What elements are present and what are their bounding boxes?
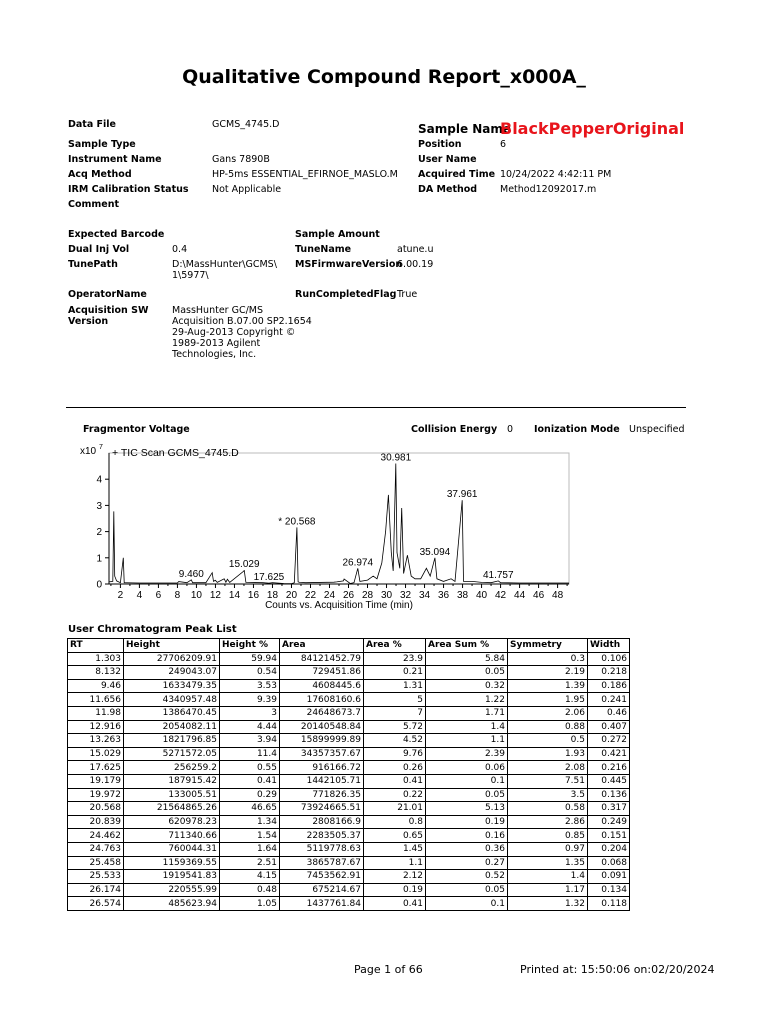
y-tick-label: 0 bbox=[96, 579, 102, 591]
x-tick-label: 20 bbox=[285, 590, 298, 601]
table-row bbox=[68, 788, 630, 802]
table-cell: 3865787.67 bbox=[280, 856, 364, 870]
table-cell: 20.568 bbox=[68, 802, 124, 816]
table-cell: 3.94 bbox=[220, 734, 280, 748]
table-cell: 1386470.45 bbox=[124, 706, 220, 720]
table-cell: 19.179 bbox=[68, 774, 124, 788]
table-cell: 9.46 bbox=[68, 679, 124, 693]
table-cell: 13.263 bbox=[68, 734, 124, 748]
table-cell: 2.39 bbox=[426, 747, 508, 761]
table-cell: 0.27 bbox=[426, 856, 508, 870]
tunename-label: TuneName bbox=[295, 244, 352, 255]
table-row bbox=[68, 693, 630, 707]
table-row bbox=[68, 666, 630, 680]
ionization-mode-label: Ionization Mode bbox=[534, 424, 620, 435]
table-cell: 0.41 bbox=[364, 774, 426, 788]
y-tick-label: 1 bbox=[96, 553, 102, 565]
table-cell: 0.317 bbox=[588, 802, 630, 816]
table-cell: 8.132 bbox=[68, 666, 124, 680]
table-cell: 1.4 bbox=[426, 720, 508, 734]
peak-label: 17.625 bbox=[253, 572, 285, 584]
table-cell: 3.53 bbox=[220, 679, 280, 693]
x-tick-label: 16 bbox=[247, 590, 260, 601]
peak-table-header-row bbox=[68, 639, 630, 653]
table-cell: 1919541.83 bbox=[124, 870, 220, 884]
x-tick-label: 46 bbox=[533, 590, 545, 601]
fragmentor-voltage-label: Fragmentor Voltage bbox=[83, 424, 190, 435]
table-cell: 1.1 bbox=[364, 856, 426, 870]
table-cell: 5271572.05 bbox=[124, 747, 220, 761]
ionization-mode-value: Unspecified bbox=[629, 424, 685, 435]
run-completed-value: True bbox=[397, 289, 418, 300]
table-cell: 2808166.9 bbox=[280, 815, 364, 829]
acquired-time-value: 10/24/2022 4:42:11 PM bbox=[500, 169, 612, 180]
table-cell: 1437761.84 bbox=[280, 897, 364, 911]
peak-label: 26.974 bbox=[342, 557, 374, 569]
expected-barcode-label: Expected Barcode bbox=[68, 229, 165, 240]
chart-title: + TIC Scan GCMS_4745.D bbox=[112, 447, 239, 459]
table-cell: 0.204 bbox=[588, 842, 630, 856]
x-tick-label: 14 bbox=[228, 590, 241, 601]
table-cell: 0.36 bbox=[426, 842, 508, 856]
table-cell: 4340957.48 bbox=[124, 693, 220, 707]
table-row bbox=[68, 679, 630, 693]
x-tick-label: 34 bbox=[418, 590, 431, 601]
table-cell: 11.98 bbox=[68, 706, 124, 720]
position-value: 6 bbox=[500, 139, 507, 150]
acq-method-value: HP-5ms ESSENTIAL_EFIRNOE_MASLO.M bbox=[212, 169, 398, 180]
x-tick-label: 42 bbox=[495, 590, 507, 601]
table-cell: 0.068 bbox=[588, 856, 630, 870]
x-tick-label: 12 bbox=[209, 590, 222, 601]
data-file-label: Data File bbox=[68, 119, 117, 130]
table-cell: 0.1 bbox=[426, 897, 508, 911]
table-cell: 1.1 bbox=[426, 734, 508, 748]
table-cell: 2283505.37 bbox=[280, 829, 364, 843]
table-cell: 0.32 bbox=[426, 679, 508, 693]
table-cell: 7.51 bbox=[508, 774, 588, 788]
acq-sw-version-value: MassHunter GC/MS Acquisition B.07.00 SP2.1654 29-Aug-2013 Copyright © 1989-2013 Agilent Technologies, Inc. bbox=[172, 305, 312, 360]
x-tick-label: 4 bbox=[136, 590, 143, 601]
table-cell: 620978.23 bbox=[124, 815, 220, 829]
x-tick-label: 32 bbox=[399, 590, 412, 601]
table-cell: 0.54 bbox=[220, 666, 280, 680]
table-row bbox=[68, 761, 630, 775]
peak-table-header-area: Area bbox=[280, 639, 364, 653]
table-cell: 0.05 bbox=[426, 788, 508, 802]
table-cell: 17608160.6 bbox=[280, 693, 364, 707]
table-cell: 760044.31 bbox=[124, 842, 220, 856]
table-cell: 916166.72 bbox=[280, 761, 364, 775]
table-cell: 0.46 bbox=[588, 706, 630, 720]
table-cell: 0.136 bbox=[588, 788, 630, 802]
dual-inj-vol-value: 0.4 bbox=[172, 244, 188, 255]
table-cell: 0.85 bbox=[508, 829, 588, 843]
peak-label: 37.961 bbox=[446, 489, 478, 501]
table-cell: 1.35 bbox=[508, 856, 588, 870]
table-cell: 2.06 bbox=[508, 706, 588, 720]
table-cell: 11.4 bbox=[220, 747, 280, 761]
table-cell: 0.21 bbox=[364, 666, 426, 680]
table-cell: 0.272 bbox=[588, 734, 630, 748]
y-multiplier-label: x10 bbox=[80, 446, 97, 457]
table-row bbox=[68, 774, 630, 788]
table-cell: 0.134 bbox=[588, 883, 630, 897]
table-cell: 12.916 bbox=[68, 720, 124, 734]
table-row bbox=[68, 829, 630, 843]
table-cell: 5.72 bbox=[364, 720, 426, 734]
table-row bbox=[68, 706, 630, 720]
x-tick-label: 38 bbox=[456, 590, 469, 601]
operator-name-label: OperatorName bbox=[68, 289, 147, 300]
table-cell: 23.9 bbox=[364, 652, 426, 666]
sample-name-label: Sample Name bbox=[418, 122, 512, 136]
table-cell: 3 bbox=[220, 706, 280, 720]
page-number: Page 1 of 66 bbox=[354, 963, 423, 976]
table-cell: 1442105.71 bbox=[280, 774, 364, 788]
table-cell: 249043.07 bbox=[124, 666, 220, 680]
table-cell: 17.625 bbox=[68, 761, 124, 775]
table-cell: 7 bbox=[364, 706, 426, 720]
table-cell: 0.19 bbox=[364, 883, 426, 897]
table-cell: 2.19 bbox=[508, 666, 588, 680]
table-cell: 27706209.91 bbox=[124, 652, 220, 666]
table-cell: 25.458 bbox=[68, 856, 124, 870]
table-row bbox=[68, 883, 630, 897]
acq-method-label: Acq Method bbox=[68, 169, 132, 180]
x-tick-label: 2 bbox=[117, 590, 124, 601]
x-tick-label: 10 bbox=[190, 590, 203, 601]
table-cell: 15899999.89 bbox=[280, 734, 364, 748]
x-tick-label: 24 bbox=[323, 590, 336, 601]
table-cell: 0.118 bbox=[588, 897, 630, 911]
table-cell: 2.86 bbox=[508, 815, 588, 829]
table-cell: 0.05 bbox=[426, 883, 508, 897]
instrument-name-value: Gans 7890B bbox=[212, 154, 270, 165]
table-cell: 1.05 bbox=[220, 897, 280, 911]
table-cell: 4.52 bbox=[364, 734, 426, 748]
msfirmware-value: 6.00.19 bbox=[397, 259, 434, 270]
irm-status-label: IRM Calibration Status bbox=[68, 184, 189, 195]
table-cell: 0.48 bbox=[220, 883, 280, 897]
table-cell: 26.174 bbox=[68, 883, 124, 897]
table-cell: 2.12 bbox=[364, 870, 426, 884]
table-cell: 0.29 bbox=[220, 788, 280, 802]
table-cell: 4.44 bbox=[220, 720, 280, 734]
x-tick-label: 30 bbox=[380, 590, 393, 601]
table-cell: 1633479.35 bbox=[124, 679, 220, 693]
table-cell: 9.39 bbox=[220, 693, 280, 707]
data-file-value: GCMS_4745.D bbox=[212, 119, 280, 130]
table-cell: 0.88 bbox=[508, 720, 588, 734]
table-cell: 4608445.6 bbox=[280, 679, 364, 693]
table-cell: 25.533 bbox=[68, 870, 124, 884]
peak-label: * 20.568 bbox=[278, 516, 316, 528]
table-cell: 15.029 bbox=[68, 747, 124, 761]
x-tick-label: 36 bbox=[437, 590, 450, 601]
x-tick-label: 44 bbox=[514, 590, 526, 601]
da-method-value: Method12092017.m bbox=[500, 184, 597, 195]
table-cell: 1.17 bbox=[508, 883, 588, 897]
tic-series-line bbox=[109, 464, 569, 584]
table-row bbox=[68, 815, 630, 829]
table-cell: 5.84 bbox=[426, 652, 508, 666]
table-cell: 1.31 bbox=[364, 679, 426, 693]
peak-table-header-symmetry: Symmetry bbox=[508, 639, 588, 653]
table-cell: 0.407 bbox=[588, 720, 630, 734]
x-axis-label: Counts vs. Acquisition Time (min) bbox=[265, 600, 413, 611]
table-row bbox=[68, 842, 630, 856]
table-row bbox=[68, 747, 630, 761]
table-cell: 0.06 bbox=[426, 761, 508, 775]
msfirmware-label: MSFirmwareVersion bbox=[295, 259, 403, 270]
table-cell: 2.08 bbox=[508, 761, 588, 775]
x-tick-label: 6 bbox=[155, 590, 162, 601]
table-row bbox=[68, 897, 630, 911]
x-tick-label: 40 bbox=[475, 590, 488, 601]
table-cell: 20.839 bbox=[68, 815, 124, 829]
table-cell: 1.39 bbox=[508, 679, 588, 693]
acq-sw-version-label: Acquisition SW Version bbox=[68, 305, 149, 327]
peak-table-header-width: Width bbox=[588, 639, 630, 653]
table-cell: 21.01 bbox=[364, 802, 426, 816]
table-cell: 20140548.84 bbox=[280, 720, 364, 734]
table-cell: 0.249 bbox=[588, 815, 630, 829]
table-cell: 0.218 bbox=[588, 666, 630, 680]
tunepath-value: D:\MassHunter\GCMS\ 1\5977\ bbox=[172, 259, 277, 281]
table-cell: 0.241 bbox=[588, 693, 630, 707]
table-cell: 0.8 bbox=[364, 815, 426, 829]
table-cell: 5119778.63 bbox=[280, 842, 364, 856]
table-cell: 675214.67 bbox=[280, 883, 364, 897]
tunename-value: atune.u bbox=[397, 244, 434, 255]
table-cell: 34357357.67 bbox=[280, 747, 364, 761]
y-tick-label: 4 bbox=[96, 474, 102, 486]
table-cell: 1.303 bbox=[68, 652, 124, 666]
irm-status-value: Not Applicable bbox=[212, 184, 282, 195]
table-cell: 0.41 bbox=[220, 774, 280, 788]
table-cell: 220555.99 bbox=[124, 883, 220, 897]
x-tick-label: 22 bbox=[304, 590, 317, 601]
table-cell: 711340.66 bbox=[124, 829, 220, 843]
table-cell: 256259.2 bbox=[124, 761, 220, 775]
table-cell: 0.22 bbox=[364, 788, 426, 802]
table-cell: 11.656 bbox=[68, 693, 124, 707]
instrument-name-label: Instrument Name bbox=[68, 154, 162, 165]
table-cell: 46.65 bbox=[220, 802, 280, 816]
table-cell: 133005.51 bbox=[124, 788, 220, 802]
peak-table-header-area-sum: Area Sum % bbox=[426, 639, 508, 653]
collision-energy-label: Collision Energy bbox=[411, 424, 498, 435]
table-cell: 24.763 bbox=[68, 842, 124, 856]
table-cell: 84121452.79 bbox=[280, 652, 364, 666]
table-row bbox=[68, 734, 630, 748]
table-cell: 5.13 bbox=[426, 802, 508, 816]
table-cell: 3.5 bbox=[508, 788, 588, 802]
table-cell: 24648673.7 bbox=[280, 706, 364, 720]
peak-label: 35.094 bbox=[419, 546, 451, 558]
table-cell: 19.972 bbox=[68, 788, 124, 802]
peak-label: 30.981 bbox=[380, 452, 412, 464]
section-divider bbox=[66, 407, 686, 408]
table-cell: 59.94 bbox=[220, 652, 280, 666]
table-cell: 0.97 bbox=[508, 842, 588, 856]
y-tick-label: 2 bbox=[96, 527, 102, 539]
sample-name-value: BlackPepperOriginal bbox=[500, 119, 685, 138]
table-cell: 0.52 bbox=[426, 870, 508, 884]
table-cell: 187915.42 bbox=[124, 774, 220, 788]
table-cell: 0.3 bbox=[508, 652, 588, 666]
table-cell: 0.216 bbox=[588, 761, 630, 775]
x-tick-label: 18 bbox=[266, 590, 279, 601]
table-cell: 5 bbox=[364, 693, 426, 707]
run-completed-label: RunCompletedFlag bbox=[295, 289, 397, 300]
peak-table-header-height: Height bbox=[124, 639, 220, 653]
table-cell: 24.462 bbox=[68, 829, 124, 843]
peak-table-header-rt: RT bbox=[68, 639, 124, 653]
position-label: Position bbox=[418, 139, 462, 150]
user-name-label: User Name bbox=[418, 154, 477, 165]
table-cell: 1.4 bbox=[508, 870, 588, 884]
table-row bbox=[68, 652, 630, 666]
printed-timestamp: Printed at: 15:50:06 on:02/20/2024 bbox=[520, 963, 715, 976]
table-cell: 0.151 bbox=[588, 829, 630, 843]
table-cell: 0.091 bbox=[588, 870, 630, 884]
table-cell: 2054082.11 bbox=[124, 720, 220, 734]
peak-label: 15.029 bbox=[228, 559, 260, 571]
y-tick-label: 3 bbox=[96, 500, 102, 512]
table-cell: 1821796.85 bbox=[124, 734, 220, 748]
table-cell: 0.1 bbox=[426, 774, 508, 788]
table-row bbox=[68, 802, 630, 816]
table-row bbox=[68, 856, 630, 870]
dual-inj-vol-label: Dual Inj Vol bbox=[68, 244, 130, 255]
table-cell: 1.22 bbox=[426, 693, 508, 707]
table-cell: 771826.35 bbox=[280, 788, 364, 802]
y-multiplier-exponent: 7 bbox=[99, 444, 103, 451]
table-cell: 0.16 bbox=[426, 829, 508, 843]
table-cell: 1.64 bbox=[220, 842, 280, 856]
x-tick-label: 26 bbox=[342, 590, 355, 601]
table-row bbox=[68, 720, 630, 734]
table-cell: 2.51 bbox=[220, 856, 280, 870]
collision-energy-value: 0 bbox=[507, 424, 514, 435]
x-tick-label: 48 bbox=[552, 590, 564, 601]
table-cell: 0.65 bbox=[364, 829, 426, 843]
table-cell: 4.15 bbox=[220, 870, 280, 884]
table-cell: 0.445 bbox=[588, 774, 630, 788]
peak-label: 41.757 bbox=[482, 569, 514, 581]
acquired-time-label: Acquired Time bbox=[418, 169, 496, 180]
table-cell: 1.71 bbox=[426, 706, 508, 720]
peak-table-header-height: Height % bbox=[220, 639, 280, 653]
da-method-label: DA Method bbox=[418, 184, 478, 195]
x-tick-label: 8 bbox=[174, 590, 181, 601]
table-cell: 26.574 bbox=[68, 897, 124, 911]
sample-type-label: Sample Type bbox=[68, 139, 136, 150]
table-cell: 0.421 bbox=[588, 747, 630, 761]
x-tick-label: 28 bbox=[361, 590, 374, 601]
table-cell: 7453562.91 bbox=[280, 870, 364, 884]
peak-table-header-area: Area % bbox=[364, 639, 426, 653]
plot-frame bbox=[109, 453, 569, 584]
table-cell: 0.58 bbox=[508, 802, 588, 816]
table-cell: 729451.86 bbox=[280, 666, 364, 680]
peak-list-table bbox=[67, 638, 630, 911]
table-cell: 485623.94 bbox=[124, 897, 220, 911]
table-cell: 1.54 bbox=[220, 829, 280, 843]
sample-amount-label: Sample Amount bbox=[295, 229, 380, 240]
peak-label: 9.460 bbox=[178, 568, 204, 580]
table-cell: 1159369.55 bbox=[124, 856, 220, 870]
table-cell: 0.55 bbox=[220, 761, 280, 775]
table-cell: 1.45 bbox=[364, 842, 426, 856]
table-cell: 21564865.26 bbox=[124, 802, 220, 816]
comment-label: Comment bbox=[68, 199, 120, 210]
table-cell: 1.34 bbox=[220, 815, 280, 829]
table-cell: 0.05 bbox=[426, 666, 508, 680]
tic-chromatogram-chart bbox=[66, 438, 586, 614]
table-cell: 0.5 bbox=[508, 734, 588, 748]
table-cell: 73924665.51 bbox=[280, 802, 364, 816]
table-cell: 1.93 bbox=[508, 747, 588, 761]
table-cell: 0.26 bbox=[364, 761, 426, 775]
table-cell: 0.41 bbox=[364, 897, 426, 911]
table-cell: 9.76 bbox=[364, 747, 426, 761]
peak-list-title: User Chromatogram Peak List bbox=[68, 624, 237, 635]
table-cell: 0.186 bbox=[588, 679, 630, 693]
report-title: Qualitative Compound Report_x000A_ bbox=[182, 66, 586, 88]
tunepath-label: TunePath bbox=[68, 259, 118, 270]
table-cell: 0.19 bbox=[426, 815, 508, 829]
table-cell: 0.106 bbox=[588, 652, 630, 666]
table-cell: 1.95 bbox=[508, 693, 588, 707]
table-cell: 1.32 bbox=[508, 897, 588, 911]
table-row bbox=[68, 870, 630, 884]
